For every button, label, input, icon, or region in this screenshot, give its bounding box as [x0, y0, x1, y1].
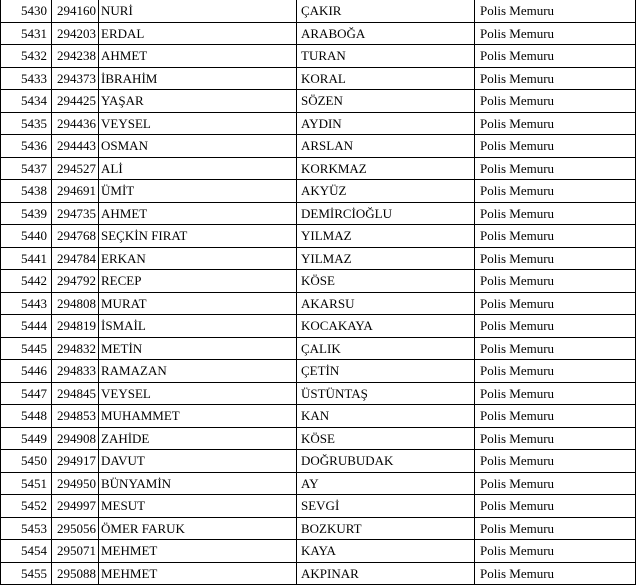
registry-number-cell: 294917: [52, 450, 99, 473]
row-number-cell: 5438: [1, 180, 52, 203]
last-name-cell: AYDIN: [297, 112, 475, 135]
row-number-cell: 5451: [1, 472, 52, 495]
registry-number-cell: 294425: [52, 90, 99, 113]
table-row: [1, 90, 636, 113]
row-number-cell: 5443: [1, 292, 52, 315]
title-cell: Polis Memuru: [475, 360, 636, 383]
registry-number-cell: 294908: [52, 427, 99, 450]
registry-number-cell: 294808: [52, 292, 99, 315]
last-name-cell: SEVGİ: [297, 495, 475, 518]
row-number-cell: 5455: [1, 562, 52, 585]
first-name-cell: YAŞAR: [99, 90, 297, 113]
first-name-cell: VEYSEL: [99, 112, 297, 135]
last-name-cell: ARSLAN: [297, 135, 475, 158]
row-number-cell: 5436: [1, 135, 52, 158]
table-row: [1, 247, 636, 270]
first-name-cell: ÖMER FARUK: [99, 517, 297, 540]
row-number-cell: 5453: [1, 517, 52, 540]
table-row: [1, 202, 636, 225]
registry-number-cell: 294735: [52, 202, 99, 225]
last-name-cell: DOĞRUBUDAK: [297, 450, 475, 473]
row-number-cell: 5440: [1, 225, 52, 248]
row-number-cell: 5434: [1, 90, 52, 113]
title-cell: Polis Memuru: [475, 427, 636, 450]
last-name-cell: KAYA: [297, 540, 475, 563]
first-name-cell: MUHAMMET: [99, 405, 297, 428]
title-cell: Polis Memuru: [475, 337, 636, 360]
table-row: [1, 0, 636, 22]
registry-number-cell: 294527: [52, 157, 99, 180]
table-row: [1, 405, 636, 428]
table-row: [1, 180, 636, 203]
table-row: [1, 292, 636, 315]
title-cell: Polis Memuru: [475, 247, 636, 270]
title-cell: Polis Memuru: [475, 67, 636, 90]
first-name-cell: VEYSEL: [99, 382, 297, 405]
title-cell: Polis Memuru: [475, 157, 636, 180]
first-name-cell: ERDAL: [99, 22, 297, 45]
table-row: [1, 427, 636, 450]
title-cell: Polis Memuru: [475, 112, 636, 135]
table-row: [1, 157, 636, 180]
table-row: [1, 540, 636, 563]
last-name-cell: KÖSE: [297, 270, 475, 293]
first-name-cell: AHMET: [99, 202, 297, 225]
last-name-cell: AKARSU: [297, 292, 475, 315]
registry-number-cell: 294768: [52, 225, 99, 248]
last-name-cell: AY: [297, 472, 475, 495]
first-name-cell: İBRAHİM: [99, 67, 297, 90]
row-number-cell: 5430: [1, 0, 52, 22]
last-name-cell: SÖZEN: [297, 90, 475, 113]
registry-number-cell: 294833: [52, 360, 99, 383]
registry-number-cell: 295088: [52, 562, 99, 585]
title-cell: Polis Memuru: [475, 517, 636, 540]
last-name-cell: ARABOĞA: [297, 22, 475, 45]
title-cell: Polis Memuru: [475, 405, 636, 428]
first-name-cell: İSMAİL: [99, 315, 297, 338]
title-cell: Polis Memuru: [475, 202, 636, 225]
row-number-cell: 5432: [1, 45, 52, 68]
first-name-cell: ZAHİDE: [99, 427, 297, 450]
table-row: [1, 495, 636, 518]
title-cell: Polis Memuru: [475, 180, 636, 203]
table-row: [1, 22, 636, 45]
title-cell: Polis Memuru: [475, 270, 636, 293]
first-name-cell: OSMAN: [99, 135, 297, 158]
first-name-cell: DAVUT: [99, 450, 297, 473]
first-name-cell: ÜMİT: [99, 180, 297, 203]
title-cell: Polis Memuru: [475, 382, 636, 405]
table-row: [1, 270, 636, 293]
first-name-cell: MESUT: [99, 495, 297, 518]
registry-number-cell: 294373: [52, 67, 99, 90]
table-row: [1, 360, 636, 383]
first-name-cell: MEHMET: [99, 562, 297, 585]
row-number-cell: 5431: [1, 22, 52, 45]
registry-number-cell: 294238: [52, 45, 99, 68]
row-number-cell: 5452: [1, 495, 52, 518]
registry-number-cell: 294853: [52, 405, 99, 428]
last-name-cell: YILMAZ: [297, 225, 475, 248]
table-body: [1, 0, 636, 585]
registry-number-cell: 295056: [52, 517, 99, 540]
last-name-cell: KOCAKAYA: [297, 315, 475, 338]
first-name-cell: SEÇKİN FIRAT: [99, 225, 297, 248]
last-name-cell: KORKMAZ: [297, 157, 475, 180]
row-number-cell: 5442: [1, 270, 52, 293]
registry-number-cell: 294997: [52, 495, 99, 518]
registry-number-cell: 294203: [52, 22, 99, 45]
title-cell: Polis Memuru: [475, 472, 636, 495]
last-name-cell: ÇALIK: [297, 337, 475, 360]
first-name-cell: AHMET: [99, 45, 297, 68]
row-number-cell: 5444: [1, 315, 52, 338]
last-name-cell: TURAN: [297, 45, 475, 68]
table-row: [1, 112, 636, 135]
title-cell: Polis Memuru: [475, 45, 636, 68]
row-number-cell: 5433: [1, 67, 52, 90]
row-number-cell: 5441: [1, 247, 52, 270]
last-name-cell: BOZKURT: [297, 517, 475, 540]
row-number-cell: 5448: [1, 405, 52, 428]
row-number-cell: 5450: [1, 450, 52, 473]
table-row: [1, 472, 636, 495]
row-number-cell: 5445: [1, 337, 52, 360]
last-name-cell: AKPINAR: [297, 562, 475, 585]
first-name-cell: MURAT: [99, 292, 297, 315]
title-cell: Polis Memuru: [475, 315, 636, 338]
first-name-cell: METİN: [99, 337, 297, 360]
first-name-cell: ALİ: [99, 157, 297, 180]
registry-number-cell: 294832: [52, 337, 99, 360]
row-number-cell: 5454: [1, 540, 52, 563]
table-row: [1, 45, 636, 68]
table-row: [1, 315, 636, 338]
table-row: [1, 337, 636, 360]
first-name-cell: RAMAZAN: [99, 360, 297, 383]
row-number-cell: 5435: [1, 112, 52, 135]
row-number-cell: 5437: [1, 157, 52, 180]
last-name-cell: DEMİRCİOĞLU: [297, 202, 475, 225]
registry-number-cell: 294792: [52, 270, 99, 293]
first-name-cell: ERKAN: [99, 247, 297, 270]
table-row: [1, 450, 636, 473]
last-name-cell: ÜSTÜNTAŞ: [297, 382, 475, 405]
last-name-cell: KORAL: [297, 67, 475, 90]
row-number-cell: 5447: [1, 382, 52, 405]
first-name-cell: BÜNYAMİN: [99, 472, 297, 495]
table-row: [1, 562, 636, 585]
title-cell: Polis Memuru: [475, 562, 636, 585]
registry-number-cell: 294436: [52, 112, 99, 135]
table-row: [1, 517, 636, 540]
title-cell: Polis Memuru: [475, 90, 636, 113]
table-row: [1, 67, 636, 90]
registry-number-cell: 294784: [52, 247, 99, 270]
table-row: [1, 225, 636, 248]
table-row: [1, 382, 636, 405]
registry-number-cell: 294819: [52, 315, 99, 338]
first-name-cell: NURİ: [99, 0, 297, 22]
title-cell: Polis Memuru: [475, 495, 636, 518]
last-name-cell: ÇAKIR: [297, 0, 475, 22]
registry-number-cell: 294160: [52, 0, 99, 22]
last-name-cell: AKYÜZ: [297, 180, 475, 203]
registry-number-cell: 294443: [52, 135, 99, 158]
last-name-cell: KAN: [297, 405, 475, 428]
title-cell: Polis Memuru: [475, 225, 636, 248]
title-cell: Polis Memuru: [475, 0, 636, 22]
row-number-cell: 5446: [1, 360, 52, 383]
last-name-cell: ÇETİN: [297, 360, 475, 383]
table-row: [1, 135, 636, 158]
row-number-cell: 5439: [1, 202, 52, 225]
title-cell: Polis Memuru: [475, 22, 636, 45]
title-cell: Polis Memuru: [475, 292, 636, 315]
first-name-cell: RECEP: [99, 270, 297, 293]
row-number-cell: 5449: [1, 427, 52, 450]
registry-number-cell: 294950: [52, 472, 99, 495]
first-name-cell: MEHMET: [99, 540, 297, 563]
registry-number-cell: 295071: [52, 540, 99, 563]
last-name-cell: KÖSE: [297, 427, 475, 450]
title-cell: Polis Memuru: [475, 135, 636, 158]
title-cell: Polis Memuru: [475, 540, 636, 563]
last-name-cell: YILMAZ: [297, 247, 475, 270]
title-cell: Polis Memuru: [475, 450, 636, 473]
registry-number-cell: 294845: [52, 382, 99, 405]
registry-number-cell: 294691: [52, 180, 99, 203]
